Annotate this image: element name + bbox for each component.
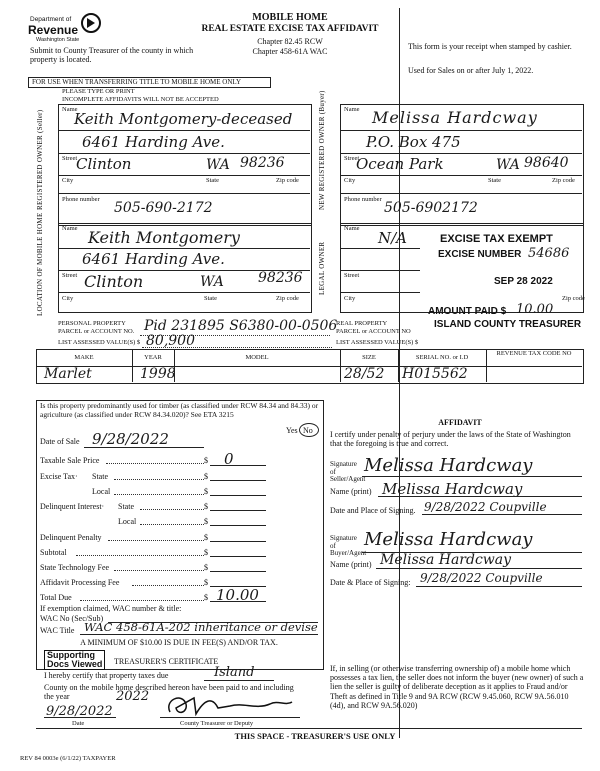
legal-zip-label: Zip code <box>562 295 585 302</box>
buyer-state-label: State <box>488 177 501 184</box>
legal-name-label: Name <box>344 225 360 232</box>
date-of-sale-label: Date of Sale <box>40 437 80 446</box>
cert-date-label: Date <box>72 720 85 727</box>
th-revenue: REVENUE TAX CODE NO <box>496 350 572 357</box>
processing-dollar: $ <box>204 578 208 587</box>
cert-treasurer-label: County Treasurer or Deputy <box>180 720 254 727</box>
dor-emblem-icon <box>80 12 102 34</box>
no-option[interactable]: No <box>303 426 313 435</box>
dor-logo <box>28 12 100 42</box>
assessed-label: LIST ASSESSED VALUE(S) $ <box>58 339 141 346</box>
seller-name[interactable]: Keith Montgomery-deceased <box>74 110 293 128</box>
taxable-dollar: $ <box>204 456 208 465</box>
processing-label: Affidavit Processing Fee <box>40 578 120 587</box>
location-name[interactable]: Keith Montgomery <box>88 228 240 247</box>
seller-vertical-label: REGISTERED OWNER (Seller) <box>36 109 44 210</box>
total-value[interactable]: 10.00 <box>216 586 259 604</box>
buyer-name[interactable]: Melissa Hardcway <box>372 108 538 127</box>
location-city[interactable]: Clinton <box>84 272 144 291</box>
chapter-2: Chapter 458-61A WAC <box>252 47 328 56</box>
wac-title-label: WAC Title <box>40 626 75 635</box>
td-year[interactable]: 1998 <box>140 366 176 382</box>
treasurer-signature[interactable] <box>160 690 300 720</box>
location-name-label: Name <box>62 225 78 232</box>
excise-state-label: State <box>92 472 108 481</box>
seller-date-place[interactable]: 9/28/2022 Coupville <box>424 500 547 514</box>
buyer-print-label: Name (print) <box>330 560 372 569</box>
dept-line3: Washington State <box>36 37 80 43</box>
parcel2-label: PARCEL or ACCOUNT NO <box>336 328 411 335</box>
seller-phone[interactable]: 505-690-2172 <box>114 200 213 216</box>
stamp-number: 54686 <box>528 246 570 261</box>
stamp-line-2: Docs Viewed <box>47 659 103 669</box>
excise-label: Excise Tax· <box>40 472 78 481</box>
delinquent-state-dollar: $ <box>204 502 208 511</box>
no-circle <box>299 423 319 437</box>
th-model: MODEL <box>245 354 269 361</box>
total-label: Total Due <box>40 593 72 602</box>
seller-zip-label: Zip code <box>276 177 299 184</box>
taxable-value[interactable]: 0 <box>224 450 234 468</box>
wac-title[interactable]: WAC 458-61A-202 inheritance or devise <box>84 620 318 634</box>
tech-fee-label: State Technology Fee <box>40 563 110 572</box>
stamp-exempt: EXCISE TAX EXEMPT <box>440 233 553 245</box>
form-number: REV 84 0003e (6/1/22) TAXPAYER <box>20 755 116 762</box>
assessed2-label: LIST ASSESSED VALUE(S) $ <box>336 339 419 346</box>
fraud-warning: If, in selling (or otherwise transferring ownership of) a mobile home which possesses a tax lien, the seller does not inform the buyer (new owner) of such a lien the seller is guilty of deliberate deception as it applies to Fraud and/or Theft as defined in Title 9 and 9A RCW (RCW 9.45.060, RCW 9A.56.010 (4d), and RCW 9A.56.020) <box>330 664 584 710</box>
parcel-number[interactable]: Pid 231895 S6380-00-0506 <box>144 318 338 334</box>
dept-line2: Revenue <box>28 23 79 37</box>
location-state-label: State <box>204 295 217 302</box>
location-city-label: City <box>62 295 74 302</box>
seller-signature[interactable]: Melissa Hardcway <box>364 455 533 476</box>
buyer-phone-label: Phone number <box>344 196 382 203</box>
cert-county[interactable]: Island <box>214 665 255 680</box>
cert-year[interactable]: 2022 <box>116 689 150 704</box>
seller-city[interactable]: Clinton <box>76 155 132 173</box>
cert-text-1: I hereby certify that property taxes due <box>44 671 169 680</box>
buyer-street-label: Street <box>344 155 360 162</box>
excise-local-label: Local <box>92 487 111 496</box>
location-zip[interactable]: 98236 <box>258 270 303 286</box>
buyer-state[interactable]: WA <box>496 157 520 173</box>
legal-city-label: City <box>344 295 356 302</box>
seller-state[interactable]: WA <box>206 157 230 173</box>
seller-zip[interactable]: 98236 <box>240 155 285 171</box>
seller-street-line[interactable]: 6461 Harding Ave. <box>82 133 225 151</box>
delinquent-local-dollar: $ <box>204 517 208 526</box>
cert-text-2: County on the mobile home described hereon have been paid to and including the year <box>44 683 294 702</box>
seller-city-label: City <box>62 177 74 184</box>
form-title-1: MOBILE HOME <box>252 12 328 23</box>
location-zip-label: Zip code <box>276 295 299 302</box>
delinquent-state-label: State <box>118 502 134 511</box>
th-serial: SERIAL NO. or I.D <box>415 354 469 361</box>
transfer-notice: FOR USE WHEN TRANSFERRING TITLE TO MOBILE HOME ONLY <box>28 77 271 88</box>
stamp-number-label: EXCISE NUMBER <box>438 249 522 260</box>
buyer-print-name[interactable]: Melissa Hardcway <box>380 552 512 568</box>
incomplete-notice: INCOMPLETE AFFIDAVITS WILL NOT BE ACCEPTED <box>62 96 219 103</box>
th-size: SIZE <box>362 354 376 361</box>
delinquent-pen-label: Delinquent Penalty <box>40 533 102 542</box>
location-street-label: Street <box>62 272 78 279</box>
stamp-treasurer: ISLAND COUNTY TREASURER <box>434 319 582 330</box>
stamp-amount-label: AMOUNT PAID $ <box>428 306 507 317</box>
personal-property-label: PERSONAL PROPERTY <box>58 320 126 327</box>
affidavit-text: I certify under penalty of perjury under the laws of the State of Washington that the foregoing is true and correct. <box>330 430 571 449</box>
parcel-label: PARCEL or ACCOUNT NO. <box>58 328 135 335</box>
chapter-1: Chapter 82.45 RCW <box>257 37 323 46</box>
th-make: MAKE <box>74 354 94 361</box>
assessed-value[interactable]: 80,900 <box>146 333 195 349</box>
treasurer-use-only: THIS SPACE - TREASURER'S USE ONLY <box>234 731 396 741</box>
location-vertical-label: LOCATION OF MOBILE HOME <box>36 212 44 316</box>
buyer-city[interactable]: Ocean Park <box>356 155 444 173</box>
delinquent-local-label: Local <box>118 517 137 526</box>
taxable-label: Taxable Sale Price <box>40 456 100 465</box>
affidavit-title: AFFIDAVIT <box>438 418 482 427</box>
buyer-zip-label: Zip code <box>552 177 575 184</box>
form-title-2: REAL ESTATE EXCISE TAX AFFIDAVIT <box>201 24 379 34</box>
stamp-amount: 10.00 <box>516 302 554 317</box>
td-size[interactable]: 28/52 <box>344 366 385 382</box>
buyer-phone[interactable]: 505-6902172 <box>384 200 478 216</box>
buyer-signature[interactable]: Melissa Hardcway <box>364 529 533 550</box>
delinquent-int-label: Delinquent Interest· <box>40 502 105 511</box>
buyer-date-place[interactable]: 9/28/2022 Coupville <box>420 571 543 585</box>
yes-option[interactable]: Yes <box>286 426 298 435</box>
buyer-name-label: Name <box>344 106 360 113</box>
buyer-date-place-label: Date & Place of Signing: <box>330 578 411 587</box>
date-of-sale[interactable]: 9/28/2022 <box>92 430 169 448</box>
legal-street-label: Street <box>344 272 360 279</box>
sig-buyer-label: Signature of Buyer/Agent <box>330 534 367 558</box>
seller-phone-label: Phone number <box>62 196 100 203</box>
sig-seller-label: Signature of Seller/Agent <box>330 460 366 484</box>
timber-question: Is this property predominantly used for timber (as classified under RCW 84.34 and 84.33) or agriculture (as classified under RCW 84.34.020)? See ETA 3215 <box>40 401 319 419</box>
excise-local-dollar: $ <box>204 487 208 496</box>
legal-name[interactable]: N/A <box>378 229 408 247</box>
th-year: YEAR <box>144 354 162 361</box>
location-street-line[interactable]: 6461 Harding Ave. <box>82 250 225 268</box>
seller-print-name[interactable]: Melissa Hardcway <box>382 480 523 498</box>
supporting-docs-stamp <box>44 650 105 670</box>
wac-no-label: WAC No (Sec/Sub) <box>40 614 104 623</box>
seller-print-label: Name (print) <box>330 487 372 496</box>
buyer-zip[interactable]: 98640 <box>524 155 569 171</box>
receipt-note: This form is your receipt when stamped by cashier. <box>408 42 572 51</box>
seller-state-label: State <box>206 177 219 184</box>
tech-fee-dollar: $ <box>204 563 208 572</box>
buyer-vertical-label: NEW REGISTERED OWNER (Buyer) <box>318 90 326 210</box>
exempt-label: If exemption claimed, WAC number & title: <box>40 604 182 613</box>
subtotal-label: Subtotal <box>40 548 67 557</box>
cert-title: TREASURER'S CERTIFICATE <box>114 657 219 666</box>
minimum-note: A MINIMUM OF $10.00 IS DUE IN FEE(S) AND/OR TAX. <box>80 638 278 647</box>
stamp-line-1: Supporting <box>47 650 95 660</box>
excise-state-dollar: $ <box>204 472 208 481</box>
seller-date-place-label: Date and Place of Signing. <box>330 506 416 515</box>
delinquent-pen-dollar: $ <box>204 533 208 542</box>
buyer-street-line[interactable]: P.O. Box 475 <box>366 133 461 151</box>
stamp-date: SEP 28 2022 <box>494 276 553 287</box>
total-dollar: $ <box>204 593 208 602</box>
buyer-city-label: City <box>344 177 356 184</box>
real-property-label: REAL PROPERTY <box>336 320 388 327</box>
location-state[interactable]: WA <box>200 274 224 290</box>
dept-line1: Department of <box>30 16 72 23</box>
submit-text: Submit to County Treasurer of the county in which property is located. <box>30 46 194 65</box>
legal-vertical-label: LEGAL OWNER <box>318 241 326 295</box>
seller-name-label: Name <box>62 106 78 113</box>
print-notice: PLEASE TYPE OR PRINT <box>62 88 135 95</box>
used-for-note: Used for Sales on or after July 1, 2022. <box>408 66 534 75</box>
td-serial[interactable]: H015562 <box>402 366 468 382</box>
cert-date[interactable]: 9/28/2022 <box>46 704 113 719</box>
subtotal-dollar: $ <box>204 548 208 557</box>
td-make[interactable]: Marlet <box>44 366 92 382</box>
seller-street-label: Street <box>62 155 78 162</box>
